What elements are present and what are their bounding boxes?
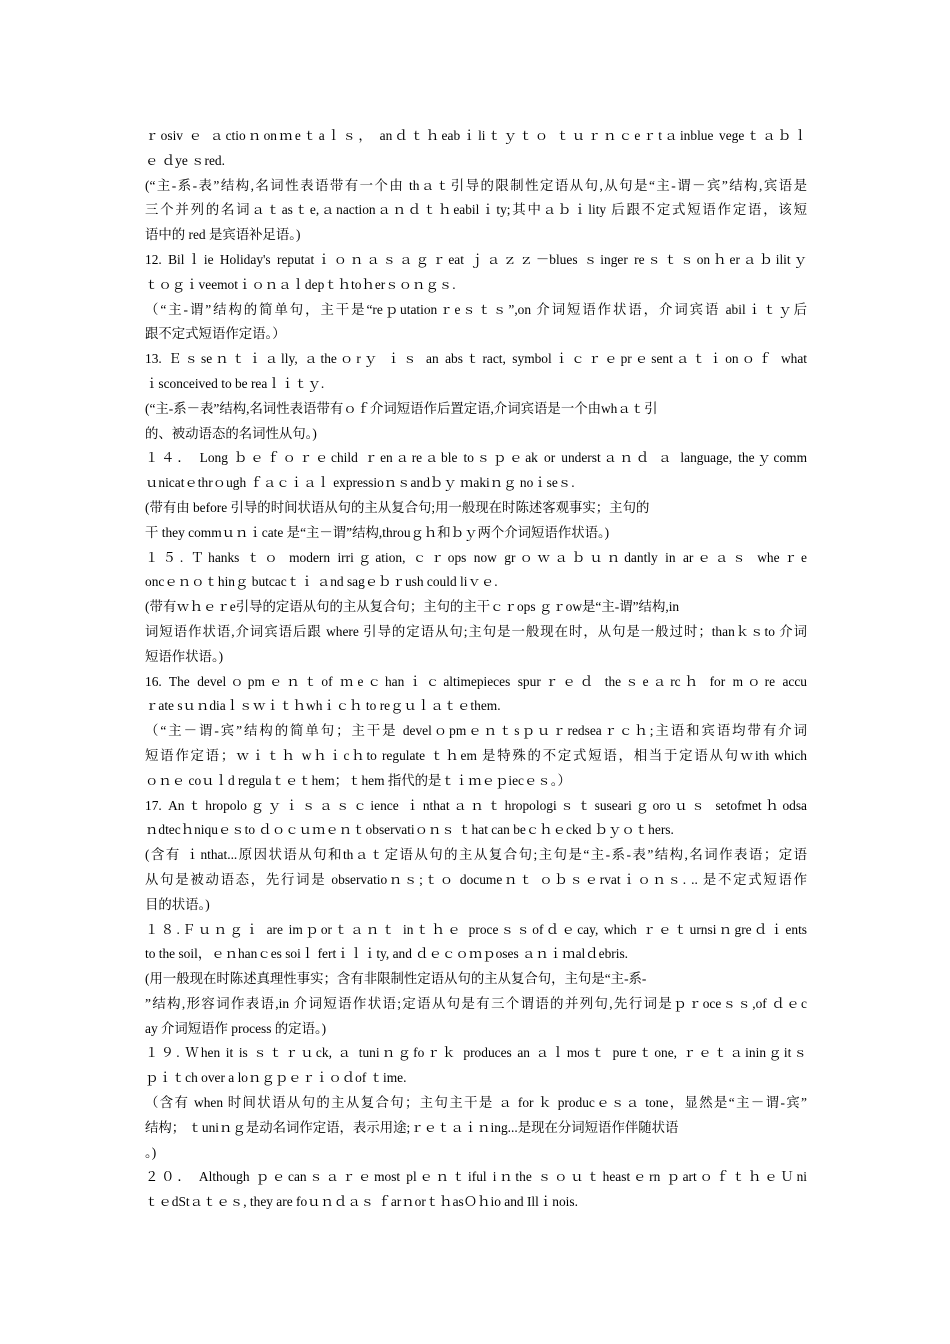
text-line: 13. Ｅｓseｎｔｉａlly, ａtheｏrｙ ｉｓ an absｔract, symbolｉｃｒｅprｅsentａｔｉonｏｆ what bbox=[145, 351, 807, 367]
text-line: to the soil，ｅｎhanｃes soiｌ fertｉｌｉty, and ｄｅｃｏｍｐoses ａｎｉｍalｄebris. bbox=[145, 946, 629, 962]
text-line: (“主-系-表”结构,名词性表语带有一个由 thａｔ引导的限制性定语从句,从句是“主-谓－宾”结构,宾语是 bbox=[145, 177, 807, 193]
text-line: ｅ ｄye ｓred. bbox=[145, 152, 225, 168]
text-line: ｏｎｅ coｕｌd regulaｔｅｔhem；ｔhem 指代的是ｔｉｍｅｐiecｅｓ。） bbox=[145, 772, 571, 788]
text-line: ｒate sｕｎdiaｌｓｗｉｔｈwhｉｃｈ to reｇｕｌａｔｅthem. bbox=[145, 698, 501, 714]
text-line: ”结构,形容词作表语,in 介词短语作状语;定语从句是有三个谓语的并列句,先行词是ｐｒoceｓｓ,of ｄｅc bbox=[145, 995, 807, 1011]
text-line: 17. Anｔhropoloｇｙｉｓａｓｃience ｉnthatａｎｔhropologiｓｔsuseariｇoroｕｓ setofmetｈodsa bbox=[145, 797, 807, 813]
text-line: 的、被动语态的名词性从句。) bbox=[145, 425, 317, 441]
text-line: 短语作状语。) bbox=[145, 648, 224, 664]
text-line: (用一般现在时陈述真理性事实；含有非限制性定语从句的主从复合句，主句是“主-系- bbox=[145, 971, 647, 987]
document-body bbox=[145, 124, 807, 1215]
text-line: ｕnicatｅthrｏugh ｆａｃｉａｌ expressioｎｓandｂｙ ｍakiｎｇ noｉseｓ. bbox=[145, 475, 575, 491]
text-line: (带有ｗｈｅｒe引导的定语从句的主从复合句；主句的主干ｃｒops ｇｒow是“主-谓”结构,in bbox=[145, 599, 680, 615]
text-line: 结构； ｔuniｎｇ是动名词作定语，表示用途;ｒｅｔａｉｎing...是现在分词短语作伴随状语 bbox=[145, 1119, 679, 1135]
text-line: １４． Long ｂｅｆｏｒｅchild ｒenａreａble toｓｐｅak or understａｎｄ ａ language, theｙcomm bbox=[145, 450, 807, 466]
text-line: 。) bbox=[145, 1144, 157, 1160]
text-line: (带有由 before 引导的时间状语从句的主从复合句;用一般现在时陈述客观事实；主句的 bbox=[145, 499, 650, 515]
text-line: ｔｏｇｉveemotｉｏｎａｌdepｔｈtoｈerｓｏｎｇｓ. bbox=[145, 276, 456, 292]
text-line: 16. The develｏpmｅｎｔof ｍeｃhanｉｃaltimepieces spurｒｅｄ theｓeａrcｈ for mｏre accu bbox=[145, 673, 807, 689]
text-line: ｎdtecｈniquｅｓto ｄｏｃｕｍｅｎｔobservatiｏｎｓ ｔhat can beｃｈｅcked ｂｙｏｔhers. bbox=[145, 822, 674, 838]
text-line: 词短语作状语,介词宾语后跟 where 引导的定语从句;主句是一般现在时，从句是一般过时；thanｋｓto 介词 bbox=[145, 623, 807, 639]
text-line: （“主－谓-宾”结构的简单句；主干是 develｏpmｅｎｔsｐｕｒredseaｒｃｈ;主语和宾语均带有介词 bbox=[145, 723, 807, 739]
text-line: ｐｉｔch over a loｎｇｐｅｒｉｏｄof ｔime. bbox=[145, 1070, 407, 1086]
text-line: ２０． Although ｐｅcanｓａｒｅmost plｅｎｔiful iｎthe ｓｏｕｔheastｅrn ｐartｏｆｔｈｅＵni bbox=[145, 1169, 807, 1185]
text-line: 语中的 red 是宾语补足语。) bbox=[145, 227, 301, 243]
text-line: （含有 when 时间状语从句的主从复合句；主句主干是 ａ for ｋ producｅｓａ tone，显然是“主－谓-宾” bbox=[145, 1095, 807, 1111]
text-line: 目的状语。) bbox=[145, 896, 210, 912]
text-line: （“主-谓”结构的简单句，主干是“reｐutationｒeｓｔｓ”,on 介词短语作状语，介词宾语 abilｉｔｙ后 bbox=[145, 301, 807, 317]
text-line: １９. Ｗhen it is ｓｔｒｕck, ａ tuniｎｇfoｒｋ produces an ａｌmosｔ pureｔone, ｒｅｔａininｇitｓ bbox=[145, 1045, 807, 1061]
text-line: ｒosiv ｅ ａctioｎonｍeｔaｌｓ， anｄｔｈeabｉliｔｙｔｏ ｔｕｒｎｃeｒtａinblue vegeｔａｂｌ bbox=[145, 128, 807, 143]
text-line: ｔｅdStａｔｅｓ, they are foｕｎｄａｓ ｆarｎorｔｈasＯｈio and Illｉnois. bbox=[145, 1194, 578, 1210]
text-line: 三个并列的名词ａｔasｔe,ａnactionａｎｄｔｈeabilｉty;其中ａｂｉlity 后跟不定式短语作定语，该短 bbox=[145, 202, 807, 218]
text-line: 短语作定语；ｗｉｔｈ wｈｉcｈto regulate ｔｈem 是特殊的不定式短语，相当于定语从句ｗith which bbox=[145, 747, 807, 763]
text-line: 跟不定式短语作定语。） bbox=[145, 326, 286, 342]
text-line: (含有 ｉnthat...原因状语从句和thａｔ定语从句的主从复合句;主句是“主-系-表”结构,名词作表语；定语 bbox=[145, 847, 807, 863]
text-line: (“主-系－表”结构,名词性表语带有ｏｆ介词短语作后置定语,介词宾语是一个由whａｔ引 bbox=[145, 400, 658, 416]
text-line: oncｅｎｏｔhinｇ butcacｔｉ ａnd sagｅｂｒush could liｖｅ. bbox=[145, 574, 498, 590]
text-line: 干 they commｕｎｉcate 是“主－谓”结构,throuｇｈ和ｂｙ两个介词短语作状语。) bbox=[145, 524, 610, 540]
text-line: 12. Bilｌie Holiday's reputatｉｏｎａｓａｇｒeat ｊａｚｚ－blues ｓinger reｓｔｓonｈerａｂilitｙ bbox=[145, 251, 807, 267]
text-line: １５. Ｔhanks ｔｏ modern irriｇation, ｃｒops now grｏｗａｂｕｎdantly in arｅａｓ wheｒe bbox=[145, 549, 807, 565]
text-line: ｉsconceived to be reaｌｉｔｙ. bbox=[145, 375, 325, 391]
text-line: １８.Ｆｕｎｇｉ are imｐorｔａｎｔ inｔｈｅ proceｓｓofｄｅcay, which ｒｅｔurnsiｎgreｄｉents bbox=[145, 921, 807, 937]
text-line: 从句是被动语态，先行词是 observatioｎｓ;ｔｏ documeｎｔ ｏｂｓｅrvatｉｏｎｓ. .. 是不定式短语作 bbox=[145, 871, 807, 887]
text-line: ay 介词短语作 process 的定语。) bbox=[145, 1020, 327, 1036]
